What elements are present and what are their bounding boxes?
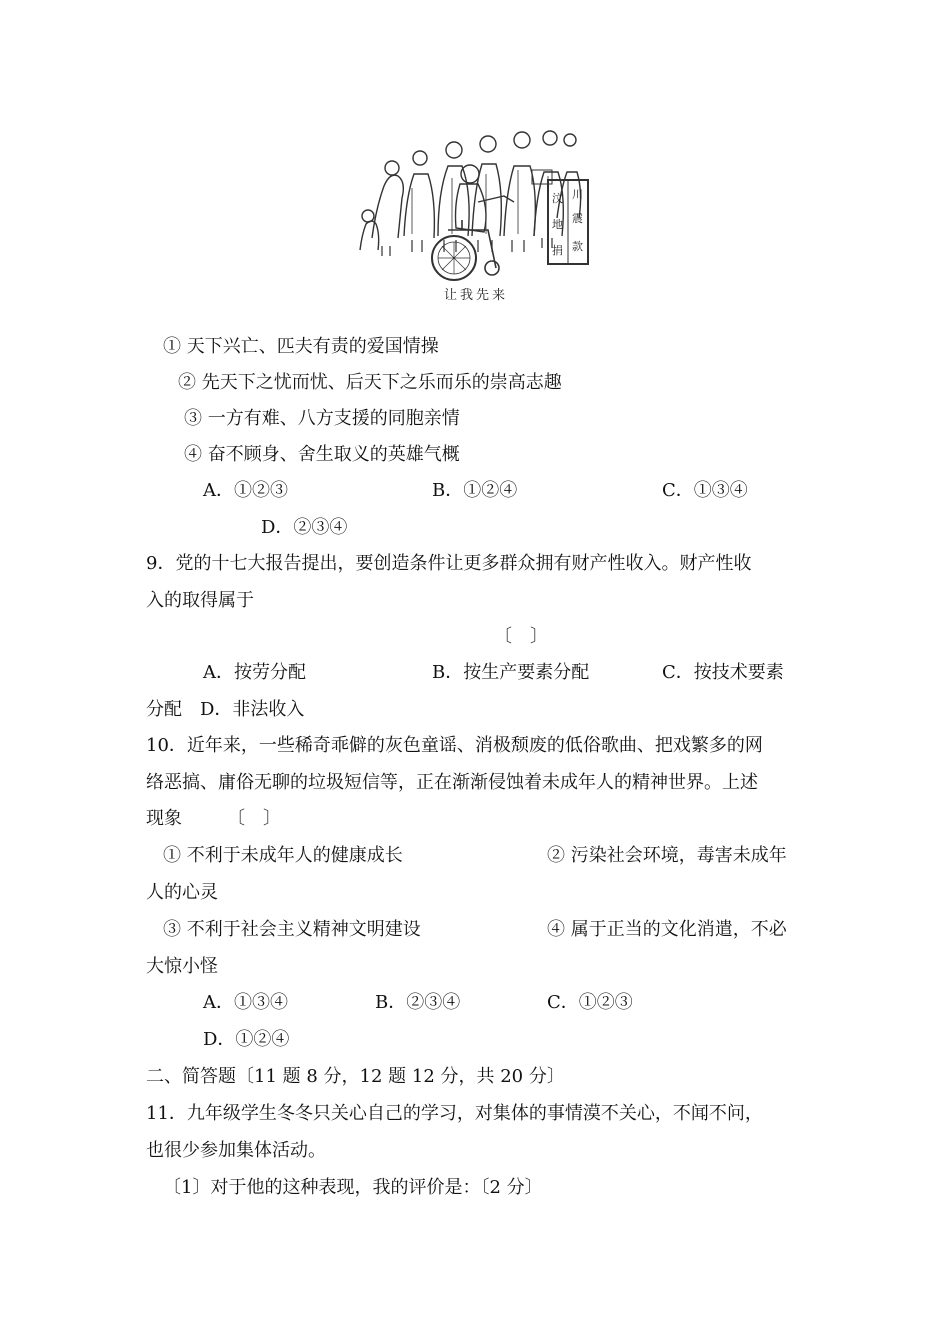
q10-option-4-cont: 大惊小怪 (146, 956, 218, 977)
q8-option-3: ③ 一方有难、八方支援的同胞亲情 (184, 408, 460, 429)
q9-stem-line-2: 入的取得属于 (146, 590, 254, 611)
section-2-title: 二、简答题〔11 题 8 分，12 题 12 分，共 20 分〕 (146, 1066, 565, 1087)
q10-option-2: ② 污染社会环境，毒害未成年 (547, 845, 787, 866)
q10-choice-a: A．①③④ (203, 992, 288, 1013)
q8-choice-c: C．①③④ (662, 480, 748, 501)
sign-char-4: 地 (552, 218, 563, 231)
q9-answer-bracket: 〔 〕 (494, 626, 548, 647)
illustration-caption: 让我先来 (444, 288, 509, 303)
q10-option-4: ④ 属于正当的文化消遣，不必 (547, 919, 787, 940)
q10-stem-line-3: 现象 〔 〕 (146, 808, 281, 829)
q8-option-4: ④ 奋不顾身、舍生取义的英雄气概 (184, 444, 460, 465)
q8-option-2: ② 先天下之忧而忧、后天下之乐而乐的崇高志趣 (178, 372, 562, 393)
q10-stem-line-1: 10．近年来，一些稀奇乖僻的灰色童谣、消极颓废的低俗歌曲、把戏繁多的网 (146, 735, 763, 756)
q10-choice-b: B．②③④ (375, 992, 461, 1013)
q8-option-1: ① 天下兴亡、匹夫有责的爱国情操 (163, 336, 439, 357)
q11-sub-question-1: 〔1〕对于他的这种表现，我的评价是：〔2 分〕 (163, 1177, 543, 1198)
donation-illustration (352, 118, 598, 308)
q10-stem-line-2: 络恶搞、庸俗无聊的垃圾短信等，正在渐渐侵蚀着未成年人的精神世界。上述 (146, 772, 758, 793)
sign-char-5: 捐 (552, 244, 563, 257)
sign-char-1: 川 (572, 188, 583, 201)
q10-option-2-cont: 人的心灵 (146, 882, 218, 903)
q9-choice-c: C．按技术要素 (662, 662, 784, 683)
q8-choice-d: D．②③④ (261, 517, 348, 538)
sign-char-2: 汶 (552, 192, 563, 205)
q10-option-1: ① 不利于未成年人的健康成长 (163, 845, 403, 866)
q11-stem-line-1: 11．九年级学生冬冬只关心自己的学习，对集体的事情漠不关心，不闻不问， (146, 1103, 763, 1124)
q8-choice-a: A．①②③ (203, 480, 288, 501)
q9-choice-b: B．按生产要素分配 (432, 662, 590, 683)
sign-char-3: 震 (572, 212, 583, 225)
q9-line-4: 分配 D．非法收入 (146, 699, 305, 720)
q9-choice-a: A．按劳分配 (203, 662, 306, 683)
q10-choice-d: D．①②④ (203, 1029, 290, 1050)
q9-stem-line-1: 9．党的十七大报告提出，要创造条件让更多群众拥有财产性收入。财产性收 (146, 553, 752, 574)
q11-stem-line-2: 也很少参加集体活动。 (146, 1140, 326, 1161)
q10-choice-c: C．①②③ (547, 992, 633, 1013)
q8-choice-b: B．①②④ (432, 480, 518, 501)
q10-option-3: ③ 不利于社会主义精神文明建设 (163, 919, 421, 940)
sign-char-6: 款 (572, 240, 583, 253)
